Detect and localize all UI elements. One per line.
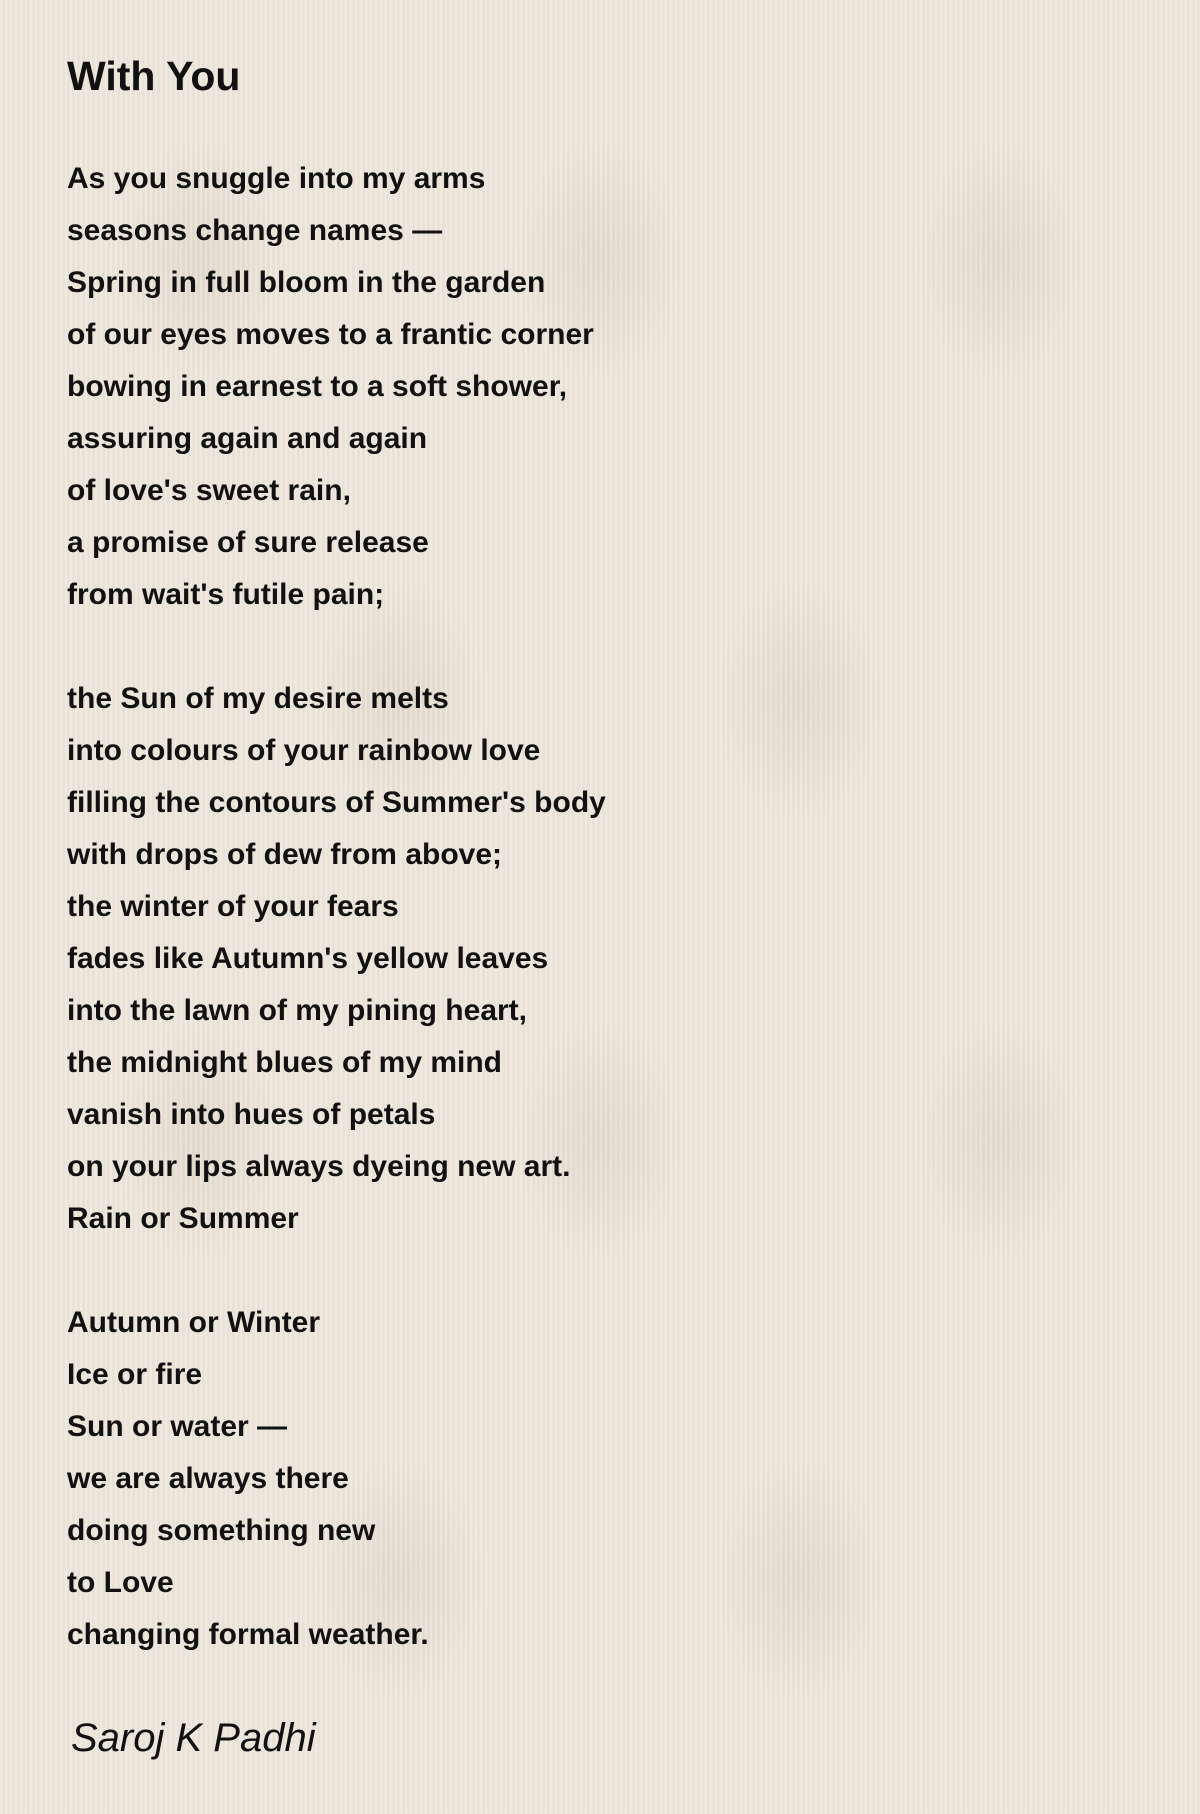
poem-line: vanish into hues of petals [67, 1098, 436, 1131]
poem-line: to Love [67, 1566, 174, 1599]
poem-line: of our eyes moves to a frantic corner [67, 318, 594, 351]
poem-line: Rain or Summer [67, 1202, 299, 1235]
poem-line: As you snuggle into my arms [67, 162, 486, 195]
poem-line: Spring in full bloom in the garden [67, 266, 546, 299]
author-name: Saroj K Padhi [71, 1716, 316, 1760]
poem-line: seasons change names — [67, 214, 443, 247]
poem-body [67, 153, 606, 1661]
poem-line: with drops of dew from above; [67, 838, 503, 871]
poem-line: the Sun of my desire melts [67, 682, 449, 715]
poem-line: assuring again and again [67, 422, 428, 455]
poem-line: the midnight blues of my mind [67, 1046, 502, 1079]
stanza-3 [67, 1297, 606, 1661]
poem-line: doing something new [67, 1514, 376, 1547]
poem-line: filling the contours of Summer's body [67, 786, 606, 819]
poem-line: on your lips always dyeing new art. [67, 1150, 571, 1183]
poem-line: changing formal weather. [67, 1618, 429, 1651]
poem-line: into colours of your rainbow love [67, 734, 541, 767]
poem-title: With You [67, 53, 241, 99]
poem-line: a promise of sure release [67, 526, 429, 559]
poem-line: from wait's futile pain; [67, 578, 385, 611]
poem-line: we are always there [67, 1462, 349, 1495]
stanza-2 [67, 673, 606, 1245]
poem-line: the winter of your fears [67, 890, 399, 923]
stanza-1 [67, 153, 606, 621]
poem-line: of love's sweet rain, [67, 474, 351, 507]
poem-line: fades like Autumn's yellow leaves [67, 942, 549, 975]
poem-line: into the lawn of my pining heart, [67, 994, 528, 1027]
poem-line: Autumn or Winter [67, 1306, 321, 1339]
poem-line: Ice or fire [67, 1358, 203, 1391]
poem-line: Sun or water — [67, 1410, 288, 1443]
poem-line: bowing in earnest to a soft shower, [67, 370, 568, 403]
